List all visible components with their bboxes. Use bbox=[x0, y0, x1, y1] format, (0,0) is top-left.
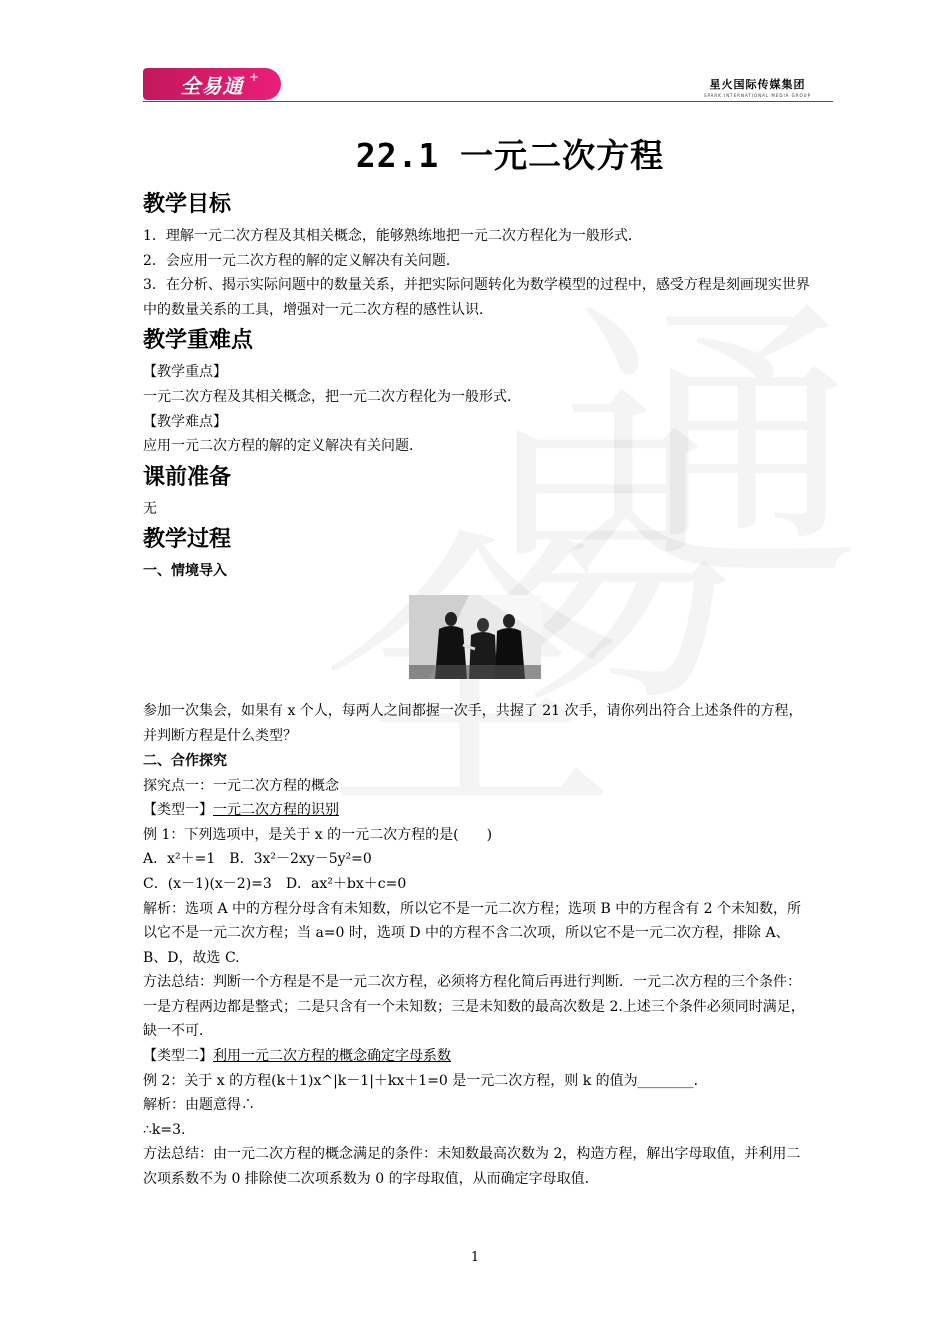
prep-text: 无 bbox=[143, 500, 157, 517]
option-a-label: A． bbox=[143, 851, 168, 868]
type1-line bbox=[143, 798, 810, 823]
explore-point: 探究点一：一元二次方程的概念 bbox=[143, 777, 339, 794]
option-a: x²＋=1 bbox=[167, 851, 216, 868]
type1-title: 一元二次方程的识别 bbox=[213, 802, 339, 819]
part1-heading: 一、情境导入 bbox=[143, 563, 227, 580]
goal-item-3: 3．在分析、揭示实际问题中的数量关系，并把实际问题转化为数学模型的过程中，感受方程是刻画现实世界中的数量关系的工具，增强对一元二次方程的感性认识． bbox=[143, 277, 810, 318]
option-b-label: B． bbox=[229, 851, 254, 868]
example1-question: 例 1：下列选项中，是关于 x 的一元二次方程的是( ) bbox=[143, 826, 493, 843]
example2-summary: 方法总结：由一元二次方程的概念满足的条件：未知数最高次数为 2，构造方程，解出字母取值，并利用二次项系数不为 0 排除使二次项系数为 0 的字母取值，从而确定字母取值． bbox=[143, 1146, 801, 1188]
goal-item-1: 1．理解一元二次方程及其相关概念，能够熟练地把一元二次方程化为一般形式． bbox=[143, 228, 642, 244]
handshake-illustration bbox=[409, 595, 541, 679]
logo-star-icon: + bbox=[248, 70, 259, 84]
page-title: 22.1 一元二次方程 bbox=[355, 136, 665, 175]
option-b: 3x²－2xy－5y²=0 bbox=[253, 851, 372, 868]
option-c-label: C． bbox=[143, 875, 168, 892]
page-header bbox=[143, 66, 833, 102]
logo bbox=[143, 68, 281, 100]
logo-text: 全易通 bbox=[180, 73, 244, 98]
focus-label: 【教学重点】 bbox=[143, 364, 227, 381]
example2-result: ∴k=3. bbox=[143, 1121, 186, 1138]
page-number: 1 bbox=[470, 1250, 480, 1265]
type2-label: 【类型二】 bbox=[143, 1048, 213, 1065]
example1-options-ab bbox=[143, 847, 810, 872]
difficulty-text: 应用一元二次方程的解的定义解决有关问题． bbox=[143, 438, 423, 455]
header-divider bbox=[143, 101, 833, 102]
key-points-heading: 教学重难点 bbox=[143, 328, 254, 354]
option-d-label: D． bbox=[285, 875, 312, 892]
prep-heading: 课前准备 bbox=[143, 464, 232, 490]
difficulty-label: 【教学难点】 bbox=[143, 413, 227, 430]
goals-heading: 教学目标 bbox=[143, 192, 232, 217]
goal-item-2: 2．会应用一元二次方程的解的定义解决有关问题． bbox=[143, 252, 460, 269]
example2-analysis: 解析：由题意得∴ bbox=[143, 1097, 255, 1114]
example2-question: 例 2：关于 x 的方程(k＋1)x^|k－1|＋kx＋1=0 是一元二次方程，则 k 的值为________． bbox=[143, 1072, 708, 1089]
option-c: (x－1)(x－2)=3 bbox=[167, 875, 272, 892]
brand-name-cn: 星火国际传媒集团 bbox=[709, 78, 806, 91]
intro-text: 参加一次集会，如果有 x 个人，每两人之间都握一次手，共握了 21 次手，请你列出符合上述条件的方程，并判断方程是什么类型？ bbox=[143, 703, 803, 744]
type2-title: 利用一元二次方程的概念确定字母系数 bbox=[213, 1048, 451, 1065]
example1-options-cd bbox=[143, 872, 810, 897]
example1-summary: 方法总结：判断一个方程是不是一元二次方程，必须将方程化简后再进行判断．一元二次方程的三个条件：一是方程两边都是整式；二是只含有一个未知数；三是未知数的最高次数是 2.上述三个条件必须同时满足，缺一不可． bbox=[143, 974, 805, 1040]
example1-analysis: 解析：选项 A 中的方程分母含有未知数，所以它不是一元二次方程；选项 B 中的方程含有 2 个未知数，所以它不是一元二次方程；当 a=0 时，选项 D 中的方程不含二次项，所以它不是一元二次方程，排除 A、B、D，故选 C. bbox=[143, 900, 802, 966]
document-body bbox=[143, 186, 810, 1192]
type2-line bbox=[143, 1044, 810, 1069]
type1-label: 【类型一】 bbox=[143, 802, 213, 819]
handshake-photo bbox=[409, 595, 541, 679]
focus-text: 一元二次方程及其相关概念，把一元二次方程化为一般形式． bbox=[143, 388, 521, 405]
brand-name-en: SPARK INTERNATIONAL MEDIA GROUP bbox=[703, 93, 811, 98]
process-heading: 教学过程 bbox=[143, 527, 232, 553]
brand bbox=[704, 76, 811, 98]
photo-container bbox=[143, 584, 810, 699]
option-d: ax²＋bx＋c=0 bbox=[311, 875, 407, 892]
part2-heading: 二、合作探究 bbox=[143, 752, 227, 769]
